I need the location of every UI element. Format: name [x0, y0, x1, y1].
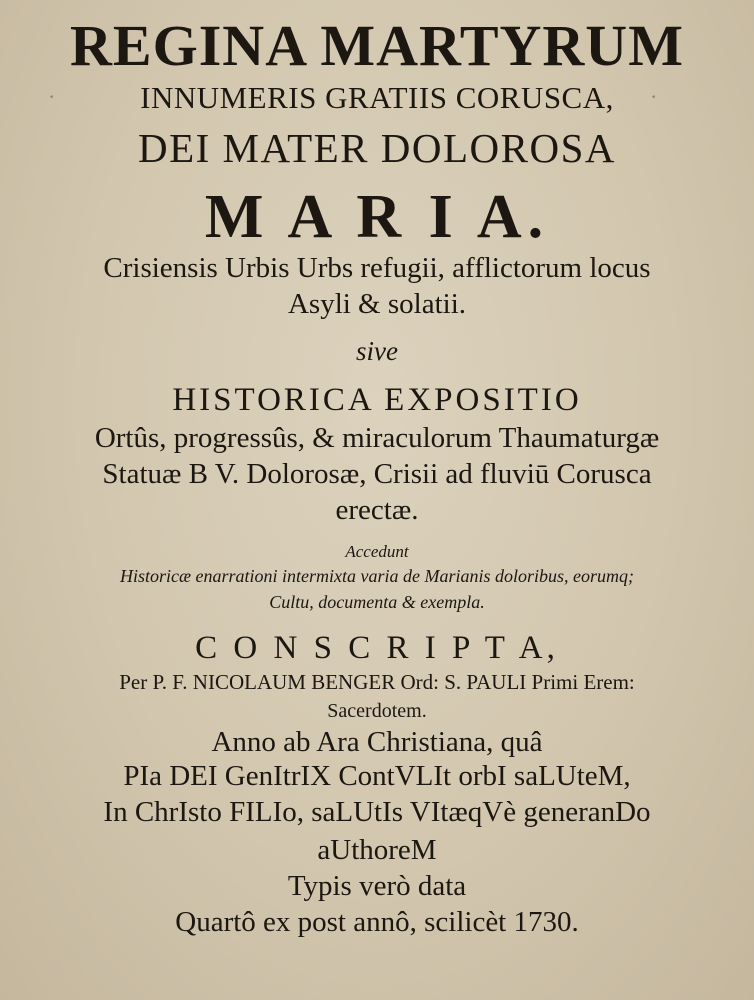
- body-line: erectæ.: [335, 494, 419, 526]
- subtitle-line: INNUMERIS GRATIIS CORUSCA,: [140, 80, 614, 115]
- body-line: Statuæ B V. Dolorosæ, Crisii ad fluviū Corusca: [102, 458, 652, 490]
- chronogram-line: aUthoreM: [317, 834, 437, 866]
- bleed-through-mark: ·: [48, 84, 56, 109]
- italic-line: Historicæ enarrationi intermixta varia de Marianis doloribus, eorumq;: [120, 566, 634, 586]
- subtitle-line: DEI MATER DOLOROSA: [138, 125, 616, 171]
- body-line: Asyli & solatii.: [287, 288, 467, 320]
- italic-line: Accedunt: [345, 542, 409, 561]
- bleed-through-mark: ·: [650, 84, 658, 109]
- chronogram-line: PIa DEI GenItrIX ContVLIt orbI saLUteM,: [123, 760, 631, 792]
- connector-word: sive: [356, 336, 398, 366]
- name-maria: M A R I A.: [204, 183, 550, 251]
- author-line: Per P. F. NICOLAUM BENGER Ord: S. PAULI Primi Erem:: [119, 670, 635, 694]
- chronogram-line: In ChrIsto FILIo, saLUtIs VItæqVè generanDo: [103, 796, 651, 828]
- italic-line: Cultu, documenta & exempla.: [269, 592, 485, 612]
- body-line: Typis verò data: [287, 870, 467, 902]
- section-heading: C O N S C R I P T A,: [195, 630, 559, 666]
- main-title: REGINA MARTYRUM: [70, 13, 684, 78]
- body-line: Crisiensis Urbis Urbs refugii, afflictorum locus: [103, 252, 651, 284]
- author-line: Sacerdotem.: [327, 700, 427, 722]
- imprint-date-line: Quartô ex post annô, scilicèt 1730.: [175, 906, 579, 938]
- section-heading: HISTORICA EXPOSITIO: [172, 382, 582, 418]
- body-line: Ortûs, progressûs, & miraculorum Thaumaturgæ: [94, 422, 660, 454]
- body-line: Anno ab Ara Christiana, quâ: [211, 726, 543, 758]
